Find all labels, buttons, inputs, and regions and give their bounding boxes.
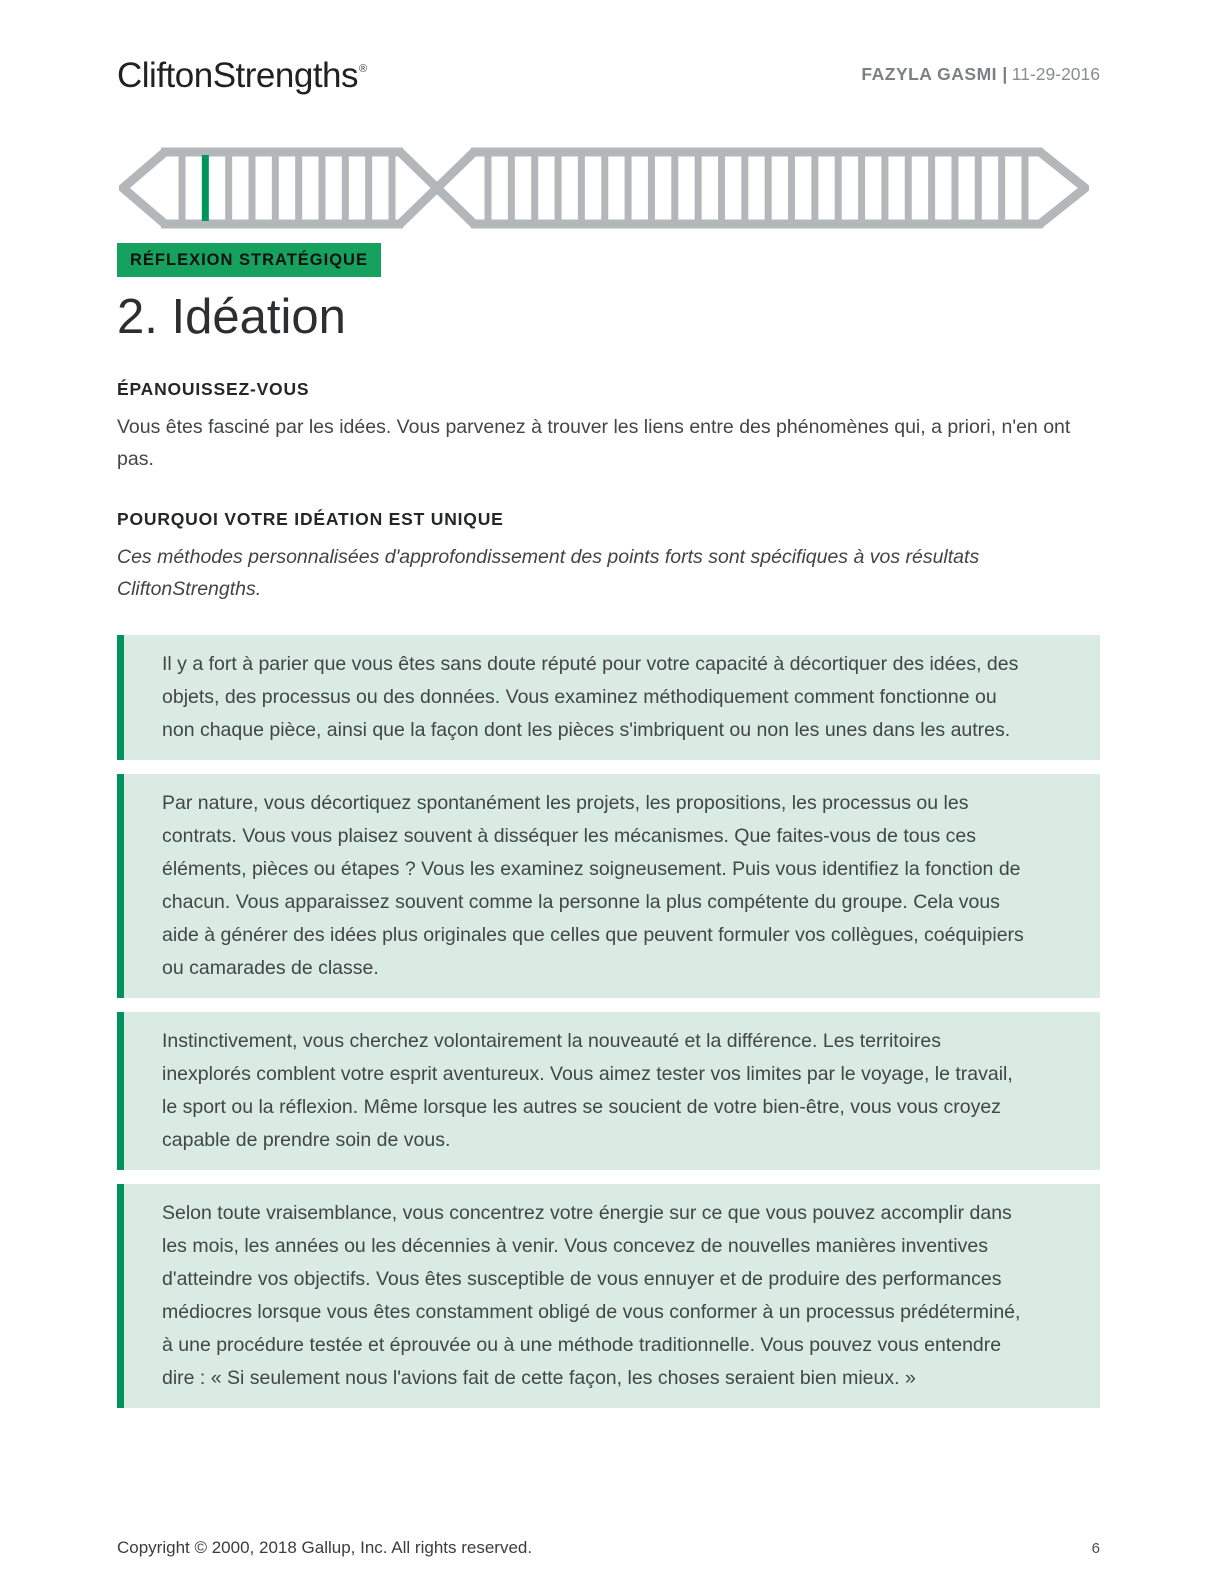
insight-box [117,1012,1100,1170]
insight-box-list [117,635,1100,1408]
page-footer [117,1538,1100,1558]
thrive-body: Vous êtes fasciné par les idées. Vous parvenez à trouver les liens entre des phénomènes qui, a priori, n'en ont pas. [117,416,1071,471]
cliftonstrengths-logo [117,58,366,93]
insight-box [117,635,1100,760]
user-name: FAZYLA GASMI | [861,64,1008,84]
thrive-heading: ÉPANOUISSEZ-VOUS [117,379,310,400]
insight-text: Il y a fort à parier que vous êtes sans doute réputé pour votre capacité à décortiquer des idées, des objets, des processus ou des données. Vous examinez méthodiquement comment fonctionne ou non chaque pièce, ainsi que la façon dont les pièces s'imbriquent ou non les unes dans les autres. [162,653,1019,742]
page-header [117,58,1100,93]
copyright-notice: Copyright © 2000, 2018 Gallup, Inc. All rights reserved. [117,1538,533,1557]
insight-box [117,774,1100,998]
insight-text: Par nature, vous décortiquez spontanément les projets, les propositions, les processus ou les contrats. Vous vous plaisez souvent à disséquer les mécanismes. Que faites-vous de tous ces éléments, pièces ou étapes ? Vous les examinez soigneusement. Puis vous identifiez la fonction de chacun. Vous apparaissez souvent comme la personne la plus compétente du groupe. Cela vous aide à générer des idées plus originales que celles que peuvent formuler vos collègues, coéquipiers ou camarades de classe. [162,792,1024,980]
report-owner [861,58,1100,85]
dna-strand-graphic [119,143,1100,233]
registered-trademark-icon: ® [359,63,367,76]
unique-heading: POURQUOI VOTRE IDÉATION EST UNIQUE [117,509,504,530]
theme-title: 2. Idéation [117,290,346,344]
insight-box [117,1184,1100,1408]
insight-text: Selon toute vraisemblance, vous concentrez votre énergie sur ce que vous pouvez accomplir dans les mois, les années ou les décennies à venir. Vous concevez de nouvelles manières inventives d'atteindre vos objectifs. Vous êtes susceptible de vous ennuyer et de produire des performances médiocres lorsque vous êtes constamment obligé de vous conformer à un processus prédéterminé, à une procédure testée et éprouvée ou à une méthode traditionnelle. Vous pouvez vous entendre dire : « Si seulement nous l'avions fait de cette façon, les choses seraient bien mieux. » [162,1202,1021,1390]
domain-badge: RÉFLEXION STRATÉGIQUE [117,243,381,277]
logo-text: CliftonStrengths [117,56,359,95]
page-number: 6 [1091,1540,1100,1557]
insight-text: Instinctivement, vous cherchez volontairement la nouveauté et la différence. Les territoires inexplorés comblent votre esprit aventureux. Vous aimez tester vos limites par le voyage, le travail, le sport ou la réflexion. Même lorsque les autres se soucient de votre bien-être, vous vous croyez capable de prendre soin de vous. [162,1030,1013,1152]
unique-intro: Ces méthodes personnalisées d'approfondissement des points forts sont spécifiques à vos résultats CliftonStrengths. [117,546,980,601]
report-date: 11-29-2016 [1011,64,1100,84]
